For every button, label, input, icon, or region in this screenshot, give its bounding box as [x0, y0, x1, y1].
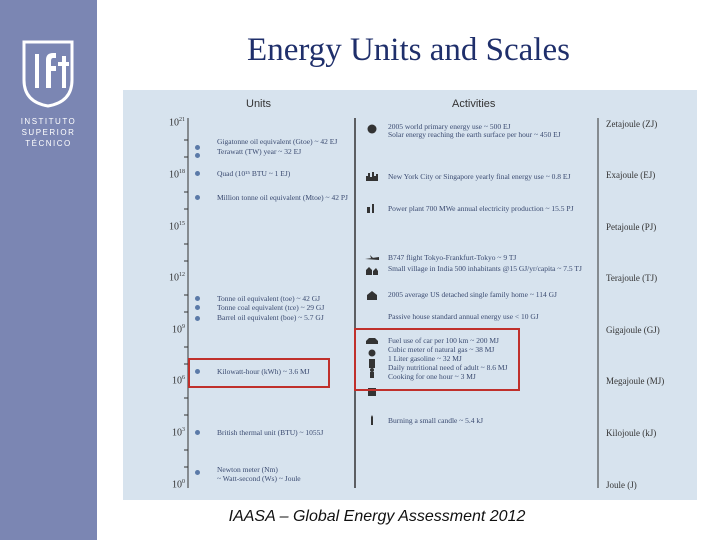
unit-label: Million tonne oil equivalent (Mtoe) ~ 42 PJ [217, 193, 348, 202]
activities-header: Activities [452, 98, 496, 110]
axis-tick: $10^{21}$ [169, 117, 185, 129]
unit-marker [195, 316, 200, 321]
activity-label: B747 flight Tokyo-Frankfurt-Tokyo ~ 9 TJ [388, 253, 517, 262]
unit-marker [195, 153, 200, 158]
village-icon [365, 265, 379, 275]
house-icon [365, 290, 379, 300]
city-icon [365, 171, 379, 181]
axis-tick: $10^{18}$ [169, 169, 185, 181]
power-plant-icon [365, 203, 379, 213]
unit-label: Newton meter (Nm) [217, 465, 278, 474]
activity-label: Passive house standard annual energy use < 10 GJ [388, 312, 539, 321]
axis-tick: $10^6$ [172, 375, 185, 387]
axis-tick: $10^9$ [172, 324, 185, 336]
activity-label: 2005 average US detached single family home ~ 114 GJ [388, 290, 557, 299]
scale-label: Zetajoule (ZJ) [606, 119, 658, 129]
activity-label: Solar energy reaching the earth surface per hour ~ 450 EJ [388, 130, 561, 139]
activity-label: Cooking for one hour ~ 3 MJ [388, 372, 476, 381]
axis-tick: $10^0$ [172, 479, 185, 491]
unit-marker [195, 470, 200, 475]
unit-label: British thermal unit (BTU) ~ 1055J [217, 428, 324, 437]
slide-title: Energy Units and Scales [247, 32, 570, 68]
axis-tick: $10^{15}$ [169, 221, 185, 233]
kwh-highlight-box [188, 358, 330, 388]
unit-label: Terawatt (TW) year ~ 32 EJ [217, 147, 302, 156]
source-caption: IAASA – Global Energy Assessment 2012 [228, 508, 526, 525]
unit-label: Quad (10¹⁵ BTU ~ 1 EJ) [217, 169, 291, 178]
logo-line-2: SUPERIOR [21, 128, 76, 137]
unit-marker [195, 145, 200, 150]
scale-label: Gigajoule (GJ) [606, 325, 660, 335]
scale-label: Exajoule (EJ) [606, 170, 656, 180]
globe-icon [365, 124, 379, 134]
unit-label: Tonne oil equivalent (toe) ~ 42 GJ [217, 294, 321, 303]
unit-marker [195, 171, 200, 176]
unit-label: Barrel oil equivalent (boe) ~ 5.7 GJ [217, 313, 324, 322]
unit-marker [195, 296, 200, 301]
activity-label: Burning a small candle ~ 5.4 kJ [388, 416, 484, 425]
scale-label: Terajoule (TJ) [606, 273, 658, 283]
airplane-icon [365, 254, 379, 264]
units-header: Units [246, 98, 272, 110]
activity-label: 2005 world primary energy use ~ 500 EJ [388, 122, 511, 131]
activity-label: Power plant 700 MWe annual electricity production ~ 15.5 PJ [388, 204, 574, 213]
unit-label: Kilowatt-hour (kWh) ~ 3.6 MJ [217, 367, 310, 376]
activity-label: Cubic meter of natural gas ~ 38 MJ [388, 345, 495, 354]
logo-line-1: INSTITUTO [20, 117, 77, 126]
unit-label: Tonne coal equivalent (tce) ~ 29 GJ [217, 303, 325, 312]
logo-line-3: TÉCNICO [25, 139, 72, 148]
daily-energy-highlight-box [354, 328, 520, 391]
scale-label: Petajoule (PJ) [606, 222, 657, 232]
activity-label: 1 Liter gasoline ~ 32 MJ [388, 354, 462, 363]
activity-label: Fuel use of car per 100 km ~ 200 MJ [388, 336, 499, 345]
activity-label: Small village in India 500 inhabitants @15 GJ/yr/capita ~ 7.5 TJ [388, 264, 582, 273]
scale-label: Kilojoule (kJ) [606, 428, 657, 438]
unit-marker [195, 195, 200, 200]
scale-label: Joule (J) [606, 480, 637, 490]
minor-ticks [184, 140, 188, 467]
candle-icon [365, 415, 379, 425]
unit-label: Gigatonne oil equivalent (Gtoe) ~ 42 EJ [217, 137, 338, 146]
unit-marker [195, 430, 200, 435]
scale-label: Megajoule (MJ) [606, 376, 665, 386]
unit-label: ~ Watt-second (Ws) ~ Joule [217, 474, 301, 483]
activity-label: Daily nutritional need of adult ~ 8.6 MJ [388, 363, 508, 372]
activity-label: New York City or Singapore yearly final energy use ~ 0.8 EJ [388, 172, 571, 181]
axis-tick: $10^{12}$ [169, 272, 185, 284]
unit-marker [195, 305, 200, 310]
axis-tick: $10^3$ [172, 427, 185, 439]
